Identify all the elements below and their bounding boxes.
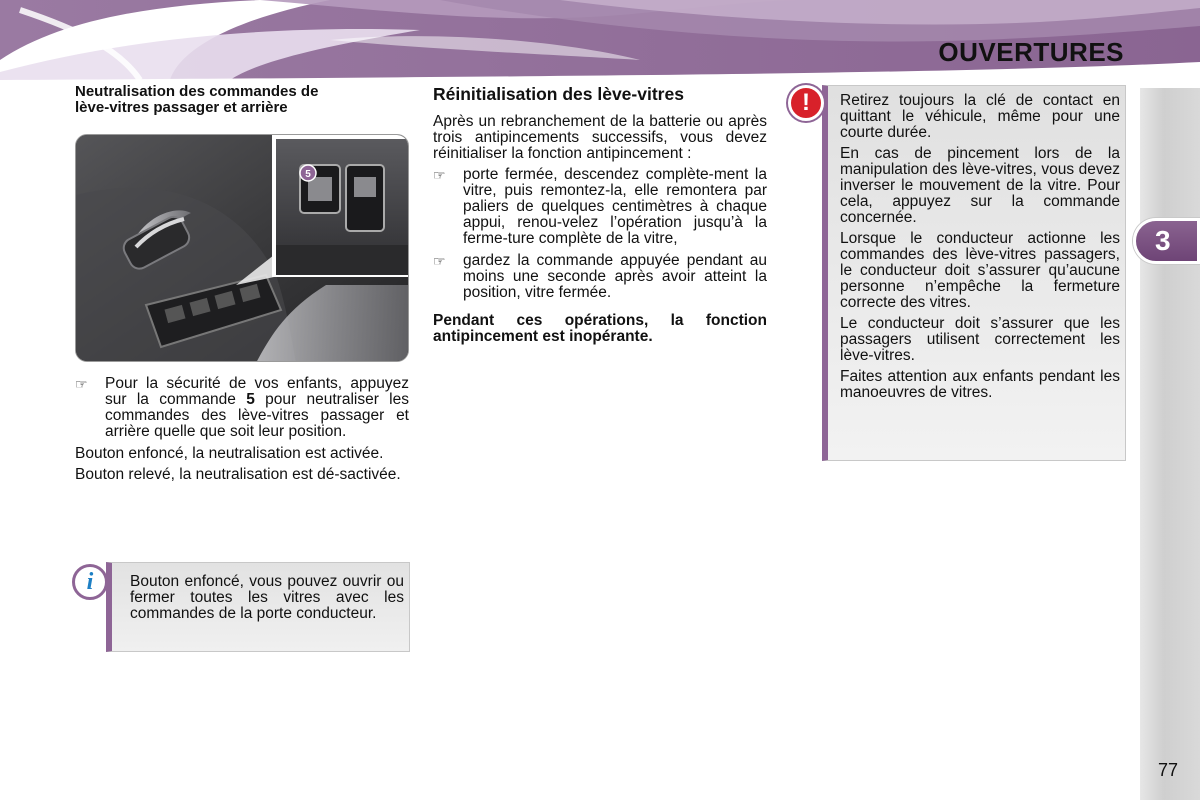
photo-callout: 5 xyxy=(305,169,311,180)
info-box-text: Bouton enfoncé, vous pouvez ouvrir ou fermer toutes les vitres avec les commandes de la porte conducteur. xyxy=(130,573,404,622)
reset-bullet xyxy=(433,167,767,247)
page-number: 77 xyxy=(1158,760,1179,780)
warning-box xyxy=(822,85,1126,461)
door-panel-illustration xyxy=(76,135,409,362)
reset-bullet-text: porte fermée, descendez complète-ment la vitre, puis remontez-la, elle remontera par paliers de quelques centimètres à chaque appui, renou-velez l’opération jusqu’à la ferme-ture complète de la vitre, xyxy=(463,166,767,247)
chapter-number: 3 xyxy=(1155,225,1171,256)
middle-column xyxy=(433,84,767,350)
warning-paragraph: En cas de pincement lors de la manipulation des lève-vitres, vous devez inverser le mouvement de la vitre. Pour cela, appuyez sur la commande concernée. xyxy=(840,145,1120,226)
info-icon: i xyxy=(72,564,108,600)
reset-heading: Réinitialisation des lève-vitres xyxy=(433,84,684,104)
reset-note: Pendant ces opérations, la fonction antipincement est inopérante. xyxy=(433,312,767,345)
warning-icon: ! xyxy=(788,85,824,121)
left-subheading-line2: lève-vitres passager et arrière xyxy=(75,99,288,116)
reset-bullet xyxy=(433,253,767,301)
left-subheading-line1: Neutralisation des commandes de xyxy=(75,83,319,100)
reset-intro: Après un rebranchement de la batterie ou après trois antipincements successifs, vous devez réinitialiser la fonction antipincement : xyxy=(433,113,767,162)
side-bar xyxy=(1140,88,1200,800)
pointing-hand-icon: ☞ xyxy=(75,376,88,392)
left-subheading xyxy=(75,84,409,116)
warning-paragraph: Retirez toujours la clé de contact en quittant le véhicule, même pour une courte durée. xyxy=(840,92,1120,141)
pointing-hand-icon: ☞ xyxy=(433,167,446,183)
window-switch-photo xyxy=(75,134,409,362)
left-bullet xyxy=(75,376,409,440)
section-title: OUVERTURES xyxy=(938,37,1124,67)
warning-paragraph: Le conducteur doit s’assurer que les passagers utilisent correctement les lève-vitres. xyxy=(840,315,1120,364)
warning-paragraph: Lorsque le conducteur actionne les commandes des lève-vitres passagers, le conducteur doit s’assurer qu’aucune personne n’empêche la fermeture correcte des vitres. xyxy=(840,230,1120,311)
pointing-hand-icon: ☞ xyxy=(433,253,446,269)
neutralisation-activated-text: Bouton enfoncé, la neutralisation est activée. xyxy=(75,445,384,462)
chapter-tab xyxy=(1133,218,1200,264)
warning-paragraph: Faites attention aux enfants pendant les manoeuvres de vitres. xyxy=(840,368,1120,401)
reset-bullet-text: gardez la commande appuyée pendant au moins une seconde après avoir atteint la position, vitre fermée. xyxy=(463,252,767,301)
warning-box-text xyxy=(840,93,1120,406)
neutralisation-deactivated-text: Bouton relevé, la neutralisation est dé-sactivée. xyxy=(75,466,401,483)
left-column xyxy=(75,84,409,488)
info-box xyxy=(106,562,410,652)
left-bullet-text: Pour la sécurité de vos enfants, appuyez sur la commande 5 pour neutraliser les commandes des lève-vitres passager et arrière quelle que soit leur position. xyxy=(105,375,409,440)
